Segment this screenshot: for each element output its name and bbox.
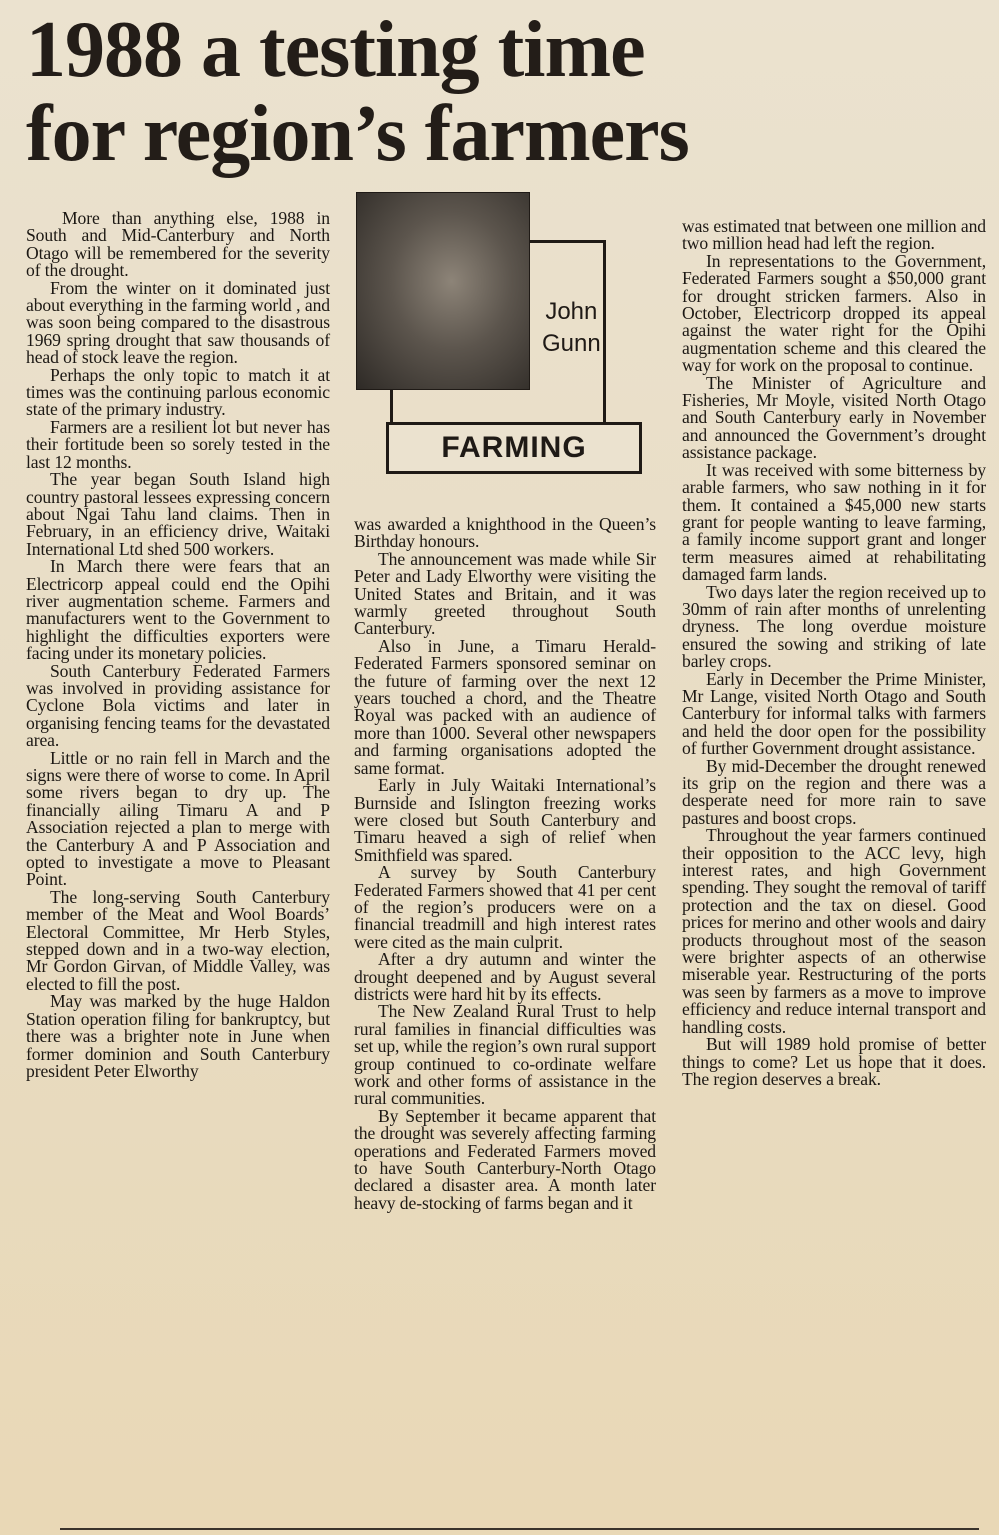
article-paragraph: From the winter on it dominated just about everything in the farming world , and was soon being compared to the disastrous 1969 spring drought that saw thousands of head of stock leave the region. (26, 277, 330, 368)
article-paragraph: Two days later the region received up to 30mm of rain after months of unrelenting dryness. The long overdue moisture ensured the sowing and striking of late barley crops. (682, 581, 986, 672)
article-paragraph: By September it became apparent that the drought was severely affecting farming operations and Federated Farmers moved to have South Canterbury-North Otago declared a disaster area. A month later heavy de-stocking of farms began and it (354, 1105, 656, 1213)
headline-line-2: for region’s farmers (26, 90, 689, 178)
article-paragraph: It was received with some bitterness by arable farmers, who saw nothing in it for them. It contained a $45,000 new starts grant for people wanting to leave farming, a family income support grant and longer term measures aimed at rehabilitating damaged farm lands. (682, 459, 986, 585)
article-column-2 (354, 516, 656, 1212)
article-paragraph: By mid-December the drought renewed its grip on the region and there was a desperate need for more rain to save pastures and boost crops. (682, 755, 986, 828)
article-paragraph: In representations to the Government, Federated Farmers sought a $50,000 grant for drought stricken farmers. Also in October, Electricorp dropped its appeal against the water right for the Opihi augmentation scheme and this cleared the way for work on the proposal to continue. (682, 250, 986, 376)
author-first-name: John (545, 298, 598, 325)
article-paragraph: Early in December the Prime Minister, Mr Lange, visited North Otago and South Canterbury for informal talks with farmers and held the door open for the possibility of further Government drought assistance. (682, 668, 986, 759)
article-paragraph: May was marked by the huge Haldon Station operation filing for bankruptcy, but there was a brighter note in June when former dominion and South Canterbury president Peter Elworthy (26, 991, 330, 1081)
bottom-rule (60, 1528, 979, 1530)
article-paragraph: South Canterbury Federated Farmers was involved in providing assistance for Cyclone Bola victims and later in organising fencing teams for the devastated area. (26, 660, 330, 751)
article-paragraph: Perhaps the only topic to match it at times was the continuing parlous economic state of the primary industry. (26, 364, 330, 420)
article-paragraph: The New Zealand Rural Trust to help rural families in financial difficulties was set up, while the region’s own rural support group continued to co-ordinate welfare work and other forms of assistance in the rural communities. (354, 1001, 656, 1109)
article-column-3 (682, 218, 986, 1088)
article-paragraph: Little or no rain fell in March and the signs were there of worse to come. In April some rivers began to dry up. The financially ailing Timaru A and P Association rejected a plan to merge with the Canterbury A and P Association and opted to investigate a move to Pleasant Point. (26, 747, 330, 890)
article-paragraph: Also in June, a Timaru Herald-Federated Farmers sponsored seminar on the future of farming over the next 12 years touched a chord, and the Theatre Royal was packed with an audience of more than 1000. Several other newspapers and farming organisations adopted the same format. (354, 635, 656, 778)
author-photo (356, 192, 530, 390)
author-name (542, 296, 601, 360)
article-paragraph: Throughout the year farmers continued their opposition to the ACC levy, high interest rates, and high Government spending. They sought the removal of tariff protection and the tax on diesel. Good prices for merino and other wools and dairy products throughout most of the season were brighter aspects of an otherwise miserable year. Restructuring of the ports was seen by farmers as a move to improve efficiency and reduce internal transport and handling costs. (682, 825, 986, 1037)
article-paragraph: Farmers are a resilient lot but never has their fortitude been so sorely tested in the last 12 months. (26, 416, 330, 472)
headline (26, 8, 986, 176)
article-paragraph: In March there were fears that an Electricorp appeal could end the Opihi river augmentation scheme. Farmers and manufacturers went to the Government to highlight the difficulties exporters were facing under its monetary policies. (26, 556, 330, 664)
article-paragraph: was estimated tnat between one million and two million head had left the region. (682, 216, 986, 254)
article-paragraph: More than anything else, 1988 in South and Mid-Canterbury and North Otago will be remembered for the severity of the drought. (26, 208, 330, 281)
article-paragraph: The announcement was made while Sir Peter and Lady Elworthy were visiting the United States and Britain, and it was warmly greeted throughout South Canterbury. (354, 548, 656, 639)
article-paragraph: The long-serving South Canterbury member of the Meat and Wool Boards’ Electoral Committee, Mr Herb Styles, stepped down and in a two-way election, Mr Gordon Girvan, of Middle Valley, was elected to fill the post. (26, 886, 330, 994)
byline-box (346, 192, 656, 510)
article-paragraph: was awarded a knighthood in the Queen’s Birthday honours. (354, 514, 656, 552)
article-paragraph: The year began South Island high country pastoral lessees expressing concern about Ngai Tahu land claims. Then in February, in an efficiency drive, Waitaki International Ltd shed 500 workers. (26, 469, 330, 559)
article-paragraph: But will 1989 hold promise of better things to come? Let us hope that it does. The region deserves a break. (682, 1034, 986, 1089)
headline-line-1: 1988 a testing time (26, 6, 645, 94)
article-paragraph: After a dry autumn and winter the drought deepened and by August several districts were hard hit by its effects. (354, 949, 656, 1004)
article-column-1 (26, 210, 330, 1080)
section-label: FARMING (386, 422, 642, 474)
article-paragraph: Early in July Waitaki International’s Burnside and Islington freezing works were closed but South Canterbury and Timaru heaved a sigh of relief when Smithfield was spared. (354, 775, 656, 865)
article-paragraph: A survey by South Canterbury Federated Farmers showed that 41 per cent of the region’s producers were on a financial treadmill and high interest rates were cited as the main culprit. (354, 862, 656, 952)
author-last-name: Gunn (542, 330, 601, 357)
article-paragraph: The Minister of Agriculture and Fisheries, Mr Moyle, visited North Otago and South Canterbury early in November and announced the Government’s drought assistance package. (682, 372, 986, 463)
